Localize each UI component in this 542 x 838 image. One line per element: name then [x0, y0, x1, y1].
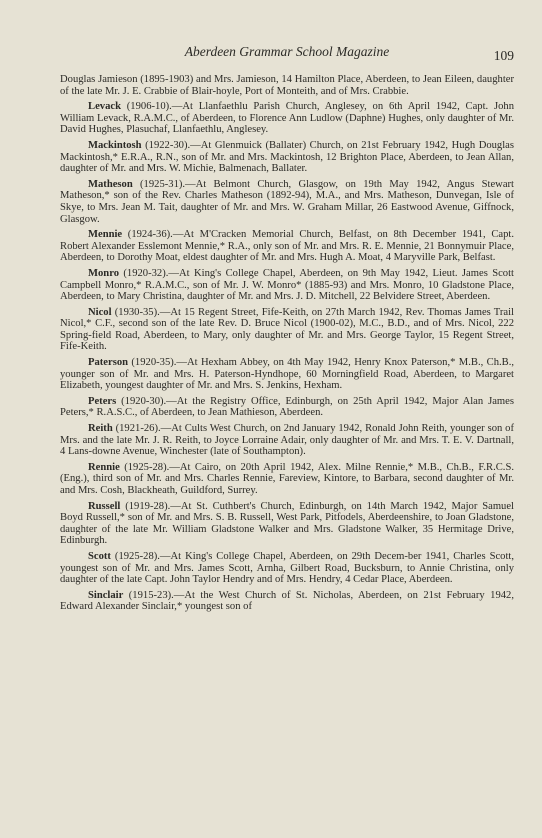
entry-text: (1922-30).—At Glenmuick (Ballater) Church, on 21st February 1942, Hugh Douglas Mackintosh,* E.R.A., R.N., son of Mr. and Mrs. Mackintosh, 12 Brighton Place, Aberdeen, to Jean Allan, daughter of Mr. and Mrs. W. Michie, Balmenach, Ballater. — [60, 139, 514, 175]
entry-text: (1906-10).—At Llanfaethlu Parish Church, Anglesey, on 6th April 1942, Capt. John William Levack, R.A.M.C., of Aberdeen, to Florence Ann Ludlow (Daphne) Hughes, only daughter of Mr. David Hughes, Plasuchaf, Llanfaethlu, Anglesey. — [60, 101, 514, 136]
entry-surname: Nicol — [88, 306, 112, 318]
entry-text: (1925-28).—At Cairo, on 20th April 1942, Alex. Milne Rennie,* M.B., Ch.B., F.R.C.S.(Eng.), third son of Mr. and Mrs. Charles Rennie, Fareview, Kintore, to Barbara, second daughter of Mr. and Mrs. Cosh, Blackheath, Guildford, Surrey. — [60, 461, 514, 496]
entry-levack — [60, 101, 514, 136]
entry-russell — [60, 501, 514, 547]
entry-sinclair — [60, 590, 514, 613]
magazine-title: Aberdeen Grammar School Magazine — [184, 44, 390, 59]
entry-monro — [60, 268, 514, 303]
entry-text: (1920-35).—At Hexham Abbey, on 4th May 1942, Henry Knox Paterson,* M.B., Ch.B., younger son of Mr. and Mrs. H. Paterson-Hyndhope, 60 Morningfield Road, Aberdeen, to Margaret Elizabeth, youngest daughter of Mr. and Mrs. S. Jenkins, Hexham. — [60, 357, 514, 392]
entry-mackintosh — [60, 140, 514, 175]
entry-surname: Russell — [88, 500, 121, 512]
running-header — [60, 42, 514, 66]
entry-surname: Reith — [88, 423, 113, 435]
entry-text: (1921-26).—At Cults West Church, on 2nd January 1942, Ronald John Reith, younger son of Mrs. and the late Mr. J. R. Reith, to Joyce Lorraine Adair, only daughter of Mr. and Mrs. T. E. V. Dartnall, 4 Lans-downe Avenue, Winchester (late of Southampton). — [60, 423, 514, 458]
entry-text: (1925-31).—At Belmont Church, Glasgow, on 19th May 1942, Angus Stewart Matheson,* son of the Rev. Charles Matheson (1892-94), M.A., and Mrs. Matheson, Dunvegan, Isle of Skye, to Mrs. Jean M. Tait, daughter of Mr. and Mrs. W. Graham Millar, 26 Eastwood Avenue, Giffnock, Glasgow. — [60, 178, 514, 225]
entry-surname: Levack — [88, 101, 121, 113]
entry-rennie — [60, 462, 514, 497]
entry-scott — [60, 551, 514, 586]
entry-surname: Mackintosh — [88, 139, 142, 151]
entry-text: (1925-28).—At King's College Chapel, Aberdeen, on 29th Decem-ber 1941, Charles Scott, youngest son of Mr. and Mrs. James Scott, Arnha, Gilbert Road, Bucksburn, to Annie Christina, only daughter of the late Capt. John Taylor Hendry and of Mrs. Hendry, 4 Cedar Place, Aberdeen. — [60, 550, 514, 586]
entry-mennie — [60, 229, 514, 264]
entry-surname: Sinclair — [88, 589, 124, 601]
entry-text: (1915-23).—At the West Church of St. Nicholas, Aberdeen, on 21st February 1942, Edward Alexander Sinclair,* youngest son of — [60, 589, 514, 613]
entry-surname: Monro — [88, 267, 119, 279]
entry-surname: Paterson — [88, 357, 129, 369]
page-number: 109 — [493, 48, 514, 63]
entry-text: Douglas Jamieson (1895-1903) and Mrs. Jamieson, 14 Hamilton Place, Aberdeen, to Jean Eileen, daughter of the late Mr. J. E. Crabbie of Blair-hoyle, Port of Monteith, and of Mrs. Crabbie. — [60, 74, 514, 97]
entry-paterson — [60, 357, 514, 392]
entry-reith — [60, 423, 514, 458]
entry-surname: Matheson — [88, 178, 133, 190]
entry-surname: Mennie — [88, 229, 123, 241]
entry-surname: Rennie — [88, 461, 120, 473]
entry-text: (1920-32).—At King's College Chapel, Aberdeen, on 9th May 1942, Lieut. James Scott Campbell Monro,* R.A.M.C., son of Mr. J. W. Monro* (1885-93) and Mrs. Monro, 10 Gladstone Place, Aberdeen, to Mary Christina, daughter of Mr. and Mrs. J. D. Mitchell, 22 Belvidere Street, Aberdeen. — [60, 267, 514, 303]
entry-text: (1924-36).—At M'Cracken Memorial Church, Belfast, on 8th December 1941, Capt. Robert Alexander Esslemont Mennie,* R.A., only son of Mr. and Mrs. R. E. Mennie, 21 Bonnymuir Place, Aberdeen, to Dorothy Moat, eldest daughter of Mr. and Mrs. Hugh A. Moat, 4 Maryville Park, Belfast. — [60, 229, 514, 264]
entry-surname: Scott — [88, 550, 111, 562]
entry-matheson — [60, 179, 514, 225]
entry-text: (1930-35).—At 15 Regent Street, Fife-Keith, on 27th March 1942, Rev. Thomas James Trail Nicol,* C.F., second son of the late Rev. D. Bruce Nicol (1900-02), M.C., B.D., and of Mrs. Nicol, 222 Spring-field Road, Aberdeen, to Mary, only daughter of Mr. and Mrs. George Taylor, 15 Regent Street, Fife-Keith. — [60, 306, 514, 353]
entry-surname: Peters — [88, 395, 117, 407]
entry-text: (1919-28).—At St. Cuthbert's Church, Edinburgh, on 14th March 1942, Major Samuel Boyd Russell,* son of Mr. and Mrs. S. B. Russell, West Park, Pitfodels, Aberdeenshire, to Joan Gladstone, daughter of the late Mr. William Gladstone Walker and Mrs. Gladstone Walker, 35 Hermitage Drive, Edinburgh. — [60, 500, 514, 547]
entry-text: (1920-30).—At the Registry Office, Edinburgh, on 25th April 1942, Major Alan James Peters,* R.A.S.C., of Aberdeen, to Jean Mathieson, Aberdeen. — [60, 395, 514, 419]
entry-peters — [60, 396, 514, 419]
entry-nicol — [60, 307, 514, 353]
entry-continued — [60, 74, 514, 97]
